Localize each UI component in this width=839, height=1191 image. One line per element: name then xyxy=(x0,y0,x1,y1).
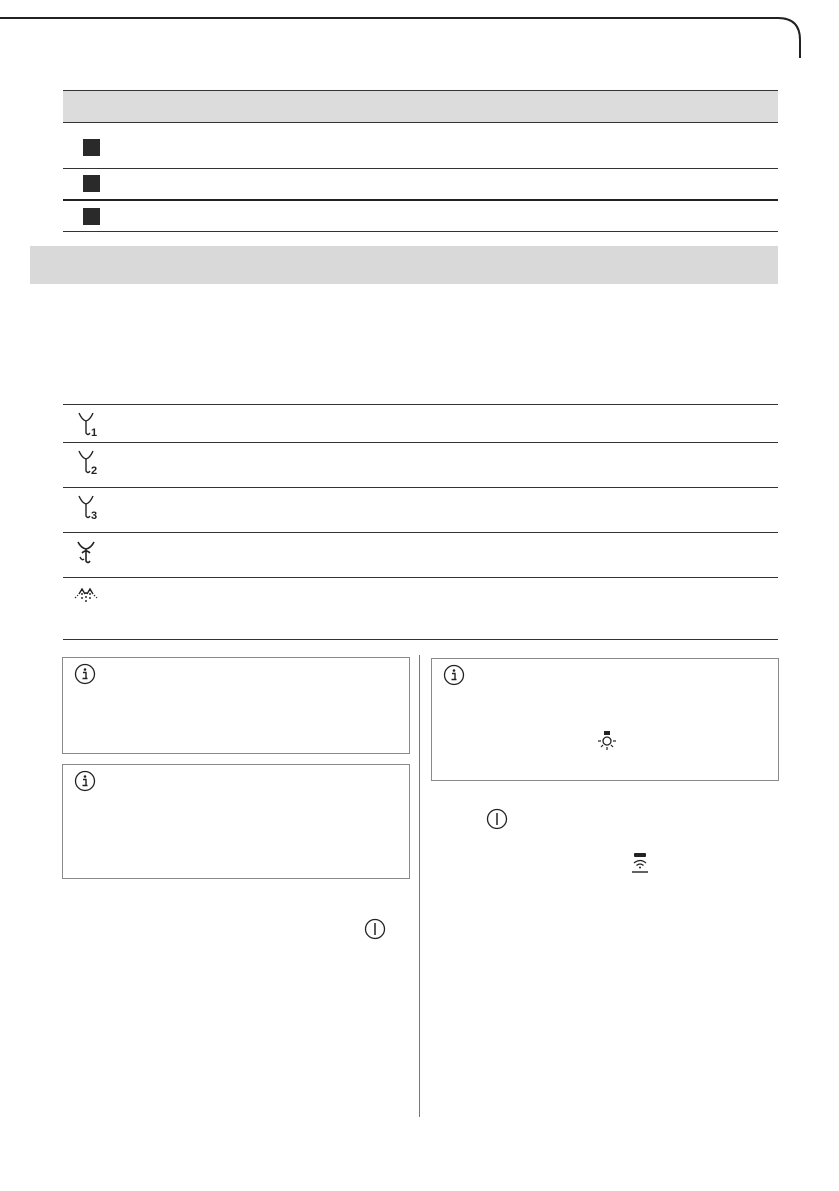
fan-speed-digit: 3 xyxy=(91,510,98,522)
table-row xyxy=(63,201,778,232)
top-table xyxy=(63,90,778,232)
power-icon xyxy=(486,808,508,830)
hob-to-hood-wifi-icon xyxy=(629,852,651,874)
info-circle-icon xyxy=(74,663,96,685)
info-note xyxy=(62,764,410,879)
fan-speed-3-icon xyxy=(69,492,109,524)
section-heading-band xyxy=(30,246,778,284)
fan-speed-1-icon xyxy=(69,409,109,441)
power-icon xyxy=(364,918,386,940)
breeze-icon xyxy=(69,582,109,614)
table-row xyxy=(63,442,778,487)
info-note xyxy=(62,657,410,754)
top-table-header xyxy=(63,90,778,123)
light-icon xyxy=(596,729,618,753)
column-divider xyxy=(419,655,420,1117)
table-row xyxy=(63,577,778,640)
filled-square-icon xyxy=(83,208,100,225)
info-note xyxy=(431,658,779,781)
table-row xyxy=(63,532,778,577)
fan-speed-table xyxy=(63,404,778,640)
filled-square-icon xyxy=(83,139,100,156)
filled-square-icon xyxy=(83,175,100,192)
fan-speed-digit: 1 xyxy=(91,427,98,439)
fan-boost-icon xyxy=(69,537,109,569)
table-row xyxy=(63,123,778,169)
table-row xyxy=(63,169,778,201)
fan-speed-2-icon xyxy=(69,447,109,479)
cut-line-marker xyxy=(0,0,839,60)
table-row xyxy=(63,487,778,532)
fan-speed-digit: 2 xyxy=(91,465,98,477)
info-circle-icon xyxy=(74,770,96,792)
info-circle-icon xyxy=(443,664,465,686)
table-row xyxy=(63,404,778,442)
